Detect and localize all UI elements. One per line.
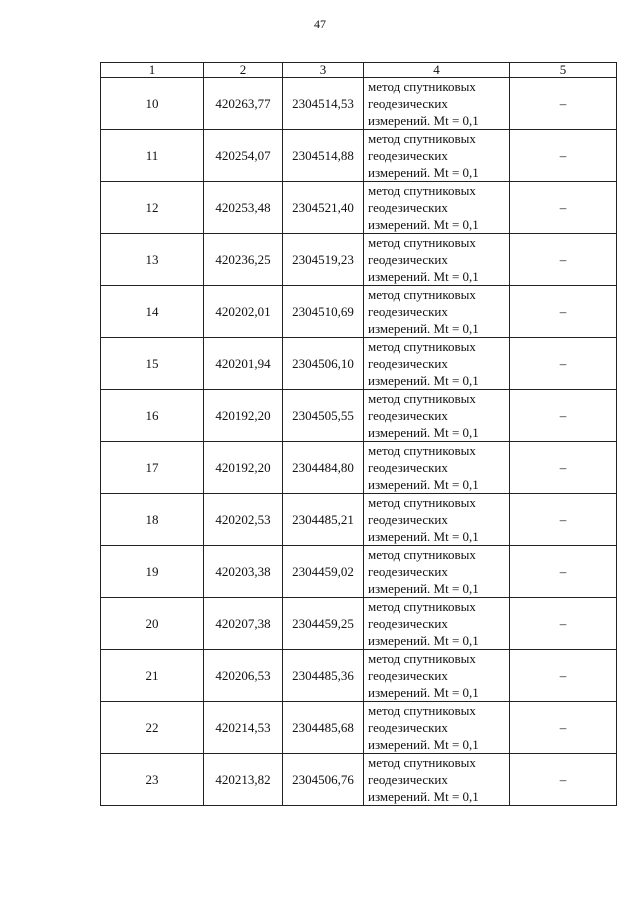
method-cell: метод спутниковых геодезических измерений. Mt = 0,1 [364, 78, 510, 130]
point-number-cell: 14 [101, 286, 204, 338]
column-header-2: 2 [204, 63, 283, 78]
x-coordinate-cell: 420254,07 [204, 130, 283, 182]
y-coordinate-cell: 2304506,76 [283, 754, 364, 806]
point-number-cell: 17 [101, 442, 204, 494]
method-cell: метод спутниковых геодезических измерений. Mt = 0,1 [364, 650, 510, 702]
method-cell: метод спутниковых геодезических измерений. Mt = 0,1 [364, 390, 510, 442]
table-row [101, 130, 617, 182]
table-body [101, 78, 617, 806]
description-cell: – [510, 754, 617, 806]
x-coordinate-cell: 420263,77 [204, 78, 283, 130]
method-cell: метод спутниковых геодезических измерений. Mt = 0,1 [364, 286, 510, 338]
description-cell: – [510, 78, 617, 130]
x-coordinate-cell: 420201,94 [204, 338, 283, 390]
point-number-cell: 19 [101, 546, 204, 598]
y-coordinate-cell: 2304485,68 [283, 702, 364, 754]
table-header-row [101, 63, 617, 78]
table-row [101, 338, 617, 390]
table-row [101, 702, 617, 754]
x-coordinate-cell: 420214,53 [204, 702, 283, 754]
table-row [101, 598, 617, 650]
table-row [101, 494, 617, 546]
point-number-cell: 22 [101, 702, 204, 754]
column-header-1: 1 [101, 63, 204, 78]
table-row [101, 286, 617, 338]
description-cell: – [510, 338, 617, 390]
table-row [101, 650, 617, 702]
point-number-cell: 11 [101, 130, 204, 182]
x-coordinate-cell: 420253,48 [204, 182, 283, 234]
x-coordinate-cell: 420203,38 [204, 546, 283, 598]
y-coordinate-cell: 2304514,88 [283, 130, 364, 182]
point-number-cell: 21 [101, 650, 204, 702]
y-coordinate-cell: 2304485,36 [283, 650, 364, 702]
table-row [101, 234, 617, 286]
y-coordinate-cell: 2304459,02 [283, 546, 364, 598]
description-cell: – [510, 390, 617, 442]
y-coordinate-cell: 2304506,10 [283, 338, 364, 390]
table-row [101, 754, 617, 806]
column-header-5: 5 [510, 63, 617, 78]
description-cell: – [510, 702, 617, 754]
table-row [101, 546, 617, 598]
description-cell: – [510, 442, 617, 494]
method-cell: метод спутниковых геодезических измерений. Mt = 0,1 [364, 130, 510, 182]
method-cell: метод спутниковых геодезических измерений. Mt = 0,1 [364, 182, 510, 234]
coordinates-table [100, 62, 617, 806]
method-cell: метод спутниковых геодезических измерений. Mt = 0,1 [364, 598, 510, 650]
method-cell: метод спутниковых геодезических измерений. Mt = 0,1 [364, 234, 510, 286]
description-cell: – [510, 546, 617, 598]
column-header-4: 4 [364, 63, 510, 78]
description-cell: – [510, 494, 617, 546]
table-row [101, 78, 617, 130]
x-coordinate-cell: 420192,20 [204, 442, 283, 494]
method-cell: метод спутниковых геодезических измерений. Mt = 0,1 [364, 442, 510, 494]
column-header-3: 3 [283, 63, 364, 78]
table-row [101, 442, 617, 494]
y-coordinate-cell: 2304510,69 [283, 286, 364, 338]
x-coordinate-cell: 420192,20 [204, 390, 283, 442]
description-cell: – [510, 650, 617, 702]
point-number-cell: 15 [101, 338, 204, 390]
y-coordinate-cell: 2304484,80 [283, 442, 364, 494]
x-coordinate-cell: 420202,53 [204, 494, 283, 546]
y-coordinate-cell: 2304521,40 [283, 182, 364, 234]
point-number-cell: 10 [101, 78, 204, 130]
x-coordinate-cell: 420202,01 [204, 286, 283, 338]
y-coordinate-cell: 2304485,21 [283, 494, 364, 546]
point-number-cell: 20 [101, 598, 204, 650]
point-number-cell: 16 [101, 390, 204, 442]
x-coordinate-cell: 420236,25 [204, 234, 283, 286]
point-number-cell: 18 [101, 494, 204, 546]
table-row [101, 390, 617, 442]
method-cell: метод спутниковых геодезических измерений. Mt = 0,1 [364, 702, 510, 754]
description-cell: – [510, 182, 617, 234]
description-cell: – [510, 130, 617, 182]
method-cell: метод спутниковых геодезических измерений. Mt = 0,1 [364, 338, 510, 390]
description-cell: – [510, 598, 617, 650]
method-cell: метод спутниковых геодезических измерений. Mt = 0,1 [364, 546, 510, 598]
y-coordinate-cell: 2304505,55 [283, 390, 364, 442]
method-cell: метод спутниковых геодезических измерений. Mt = 0,1 [364, 494, 510, 546]
point-number-cell: 23 [101, 754, 204, 806]
method-cell: метод спутниковых геодезических измерений. Mt = 0,1 [364, 754, 510, 806]
description-cell: – [510, 286, 617, 338]
y-coordinate-cell: 2304519,23 [283, 234, 364, 286]
point-number-cell: 12 [101, 182, 204, 234]
x-coordinate-cell: 420206,53 [204, 650, 283, 702]
page-number: 47 [314, 17, 326, 31]
point-number-cell: 13 [101, 234, 204, 286]
y-coordinate-cell: 2304459,25 [283, 598, 364, 650]
x-coordinate-cell: 420207,38 [204, 598, 283, 650]
x-coordinate-cell: 420213,82 [204, 754, 283, 806]
table-row [101, 182, 617, 234]
description-cell: – [510, 234, 617, 286]
y-coordinate-cell: 2304514,53 [283, 78, 364, 130]
